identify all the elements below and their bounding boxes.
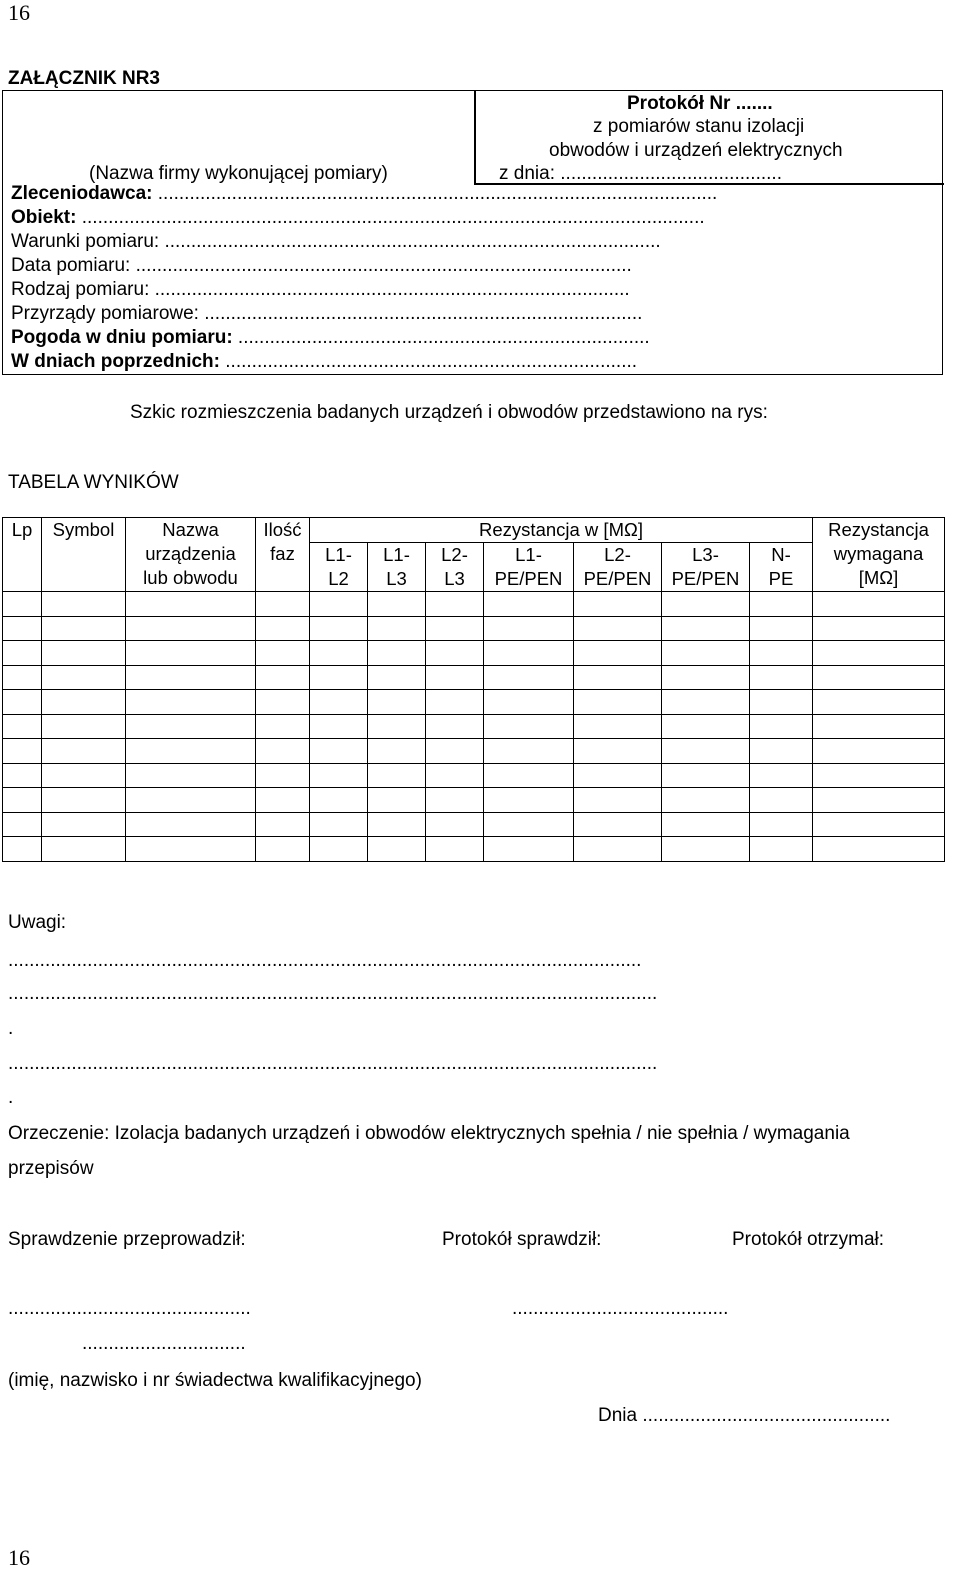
table-cell <box>368 665 426 690</box>
signature-dots-2: ......................................... <box>512 1298 729 1319</box>
table-row <box>3 690 945 715</box>
header-field-dots: ...................................................................................................................... <box>76 207 705 228</box>
table-cell <box>368 788 426 813</box>
header-field-label: Warunki pomiaru <box>11 231 154 252</box>
table-cell <box>426 714 484 739</box>
table-cell <box>42 592 126 617</box>
header-field-dots: ................................................................................... <box>198 303 643 324</box>
header-field-label: Data pomiaru: <box>11 255 131 276</box>
protocol-date: z dnia: .......................................... <box>499 163 782 184</box>
table-cell <box>42 616 126 641</box>
col-header-required-line: wymagana <box>833 543 924 564</box>
header-field <box>11 303 642 325</box>
table-cell <box>750 763 813 788</box>
table-cell <box>426 592 484 617</box>
table-cell <box>368 763 426 788</box>
header-field-label: Rodzaj pomiaru: <box>11 279 150 300</box>
table-cell <box>256 665 310 690</box>
col-header-resistance-line: L1- <box>515 544 542 566</box>
table-cell <box>126 788 256 813</box>
table-cell <box>42 812 126 837</box>
company-placeholder: (Nazwa firmy wykonującej pomiary) <box>89 163 388 184</box>
table-cell <box>662 837 750 862</box>
header-field-label: Obiekt: <box>11 207 77 228</box>
table-cell <box>662 641 750 666</box>
header-field-dots: .............................................................................. <box>232 327 650 348</box>
table-cell <box>126 690 256 715</box>
table-cell <box>126 812 256 837</box>
table-cell <box>813 788 945 813</box>
header-field <box>11 255 632 277</box>
attachment-title: ZAŁĄCZNIK NR3 <box>8 68 160 89</box>
table-cell <box>256 788 310 813</box>
table-cell <box>3 665 42 690</box>
table-cell <box>750 665 813 690</box>
col-header-name-line: Nazwa <box>162 519 219 540</box>
table-cell <box>574 690 662 715</box>
table-cell <box>574 714 662 739</box>
table-cell <box>310 788 368 813</box>
table-cell <box>750 837 813 862</box>
table-cell <box>310 837 368 862</box>
table-cell <box>813 690 945 715</box>
table-cell <box>42 714 126 739</box>
col-header-resistance <box>574 543 662 592</box>
table-cell <box>310 739 368 764</box>
table-cell <box>750 739 813 764</box>
table-cell <box>42 665 126 690</box>
table-cell <box>484 788 574 813</box>
signature-name-note: (imię, nazwisko i nr świadectwa kwalifikacyjnego) <box>8 1370 422 1391</box>
table-cell <box>126 837 256 862</box>
table-cell <box>484 616 574 641</box>
table-cell <box>368 714 426 739</box>
table-cell <box>256 837 310 862</box>
header-field-label: Zleceniodawca: <box>11 183 153 204</box>
page-number-bottom: 16 <box>8 1545 30 1570</box>
header-field-dots: : .............................................................................................. <box>153 231 661 252</box>
table-cell <box>484 837 574 862</box>
table-cell <box>256 714 310 739</box>
col-header-required <box>813 518 945 592</box>
col-header-resistance-line: N- <box>771 544 791 566</box>
col-header-resistance-line: L3 <box>444 568 465 590</box>
table-cell <box>426 739 484 764</box>
table-cell <box>813 739 945 764</box>
table-cell <box>42 837 126 862</box>
table-cell <box>368 837 426 862</box>
table-cell <box>3 812 42 837</box>
table-row <box>3 641 945 666</box>
table-cell <box>426 665 484 690</box>
remarks-label: Uwagi: <box>8 912 67 933</box>
col-header-resistance <box>750 543 813 592</box>
table-cell <box>3 739 42 764</box>
table-row <box>3 665 945 690</box>
table-cell <box>310 592 368 617</box>
table-cell <box>662 739 750 764</box>
table-cell <box>310 641 368 666</box>
col-header-resistance <box>484 543 574 592</box>
table-cell <box>813 616 945 641</box>
table-row <box>3 592 945 617</box>
remarks-line: . <box>8 1018 14 1039</box>
verdict-line1: Orzeczenie: Izolacja badanych urządzeń i obwodów elektrycznych spełnia / nie spełnia / wymagania <box>8 1123 850 1144</box>
table-cell <box>662 788 750 813</box>
table-cell <box>813 641 945 666</box>
remarks-line: . <box>8 1087 14 1108</box>
table-cell <box>368 690 426 715</box>
header-field-dots: .............................................................................................. <box>130 255 632 276</box>
table-cell <box>3 763 42 788</box>
table-cell <box>256 641 310 666</box>
table-cell <box>3 641 42 666</box>
protocol-subtitle-line2: obwodów i urządzeń elektrycznych <box>549 140 843 161</box>
sketch-note: Szkic rozmieszczenia badanych urządzeń i obwodów przedstawiono na rys: <box>130 402 768 423</box>
table-cell <box>484 690 574 715</box>
col-header-resistance-line: PE <box>768 568 794 590</box>
header-field <box>11 327 650 349</box>
table-cell <box>813 763 945 788</box>
col-header-resistance <box>662 543 750 592</box>
table-cell <box>310 690 368 715</box>
table-cell <box>426 763 484 788</box>
header-field <box>11 231 661 253</box>
col-header-resistance-line: PE/PEN <box>583 568 652 590</box>
table-cell <box>750 641 813 666</box>
table-cell <box>484 739 574 764</box>
resistance-group-label: Rezystancja w [MΩ] <box>479 519 643 540</box>
table-cell <box>3 788 42 813</box>
table-cell <box>256 616 310 641</box>
table-cell <box>662 592 750 617</box>
table-cell <box>126 641 256 666</box>
col-header-lp <box>3 518 42 592</box>
table-cell <box>126 763 256 788</box>
header-field-label: Pogoda w dniu pomiaru: <box>11 327 233 348</box>
table-cell <box>368 812 426 837</box>
table-cell <box>484 763 574 788</box>
signature-received-by: Protokół otrzymał: <box>732 1229 885 1250</box>
table-cell <box>42 788 126 813</box>
table-row <box>3 616 945 641</box>
protocol-title: Protokół Nr ....... <box>627 93 773 114</box>
table-cell <box>126 739 256 764</box>
table-cell <box>813 592 945 617</box>
table-cell <box>42 763 126 788</box>
header-field <box>11 183 717 205</box>
table-cell <box>426 690 484 715</box>
table-cell <box>574 739 662 764</box>
table-cell <box>574 641 662 666</box>
table-cell <box>426 837 484 862</box>
table-cell <box>126 665 256 690</box>
col-header-resistance-line: PE/PEN <box>494 568 563 590</box>
table-cell <box>368 641 426 666</box>
table-cell <box>750 788 813 813</box>
col-header-resistance-line: L2 <box>328 568 349 590</box>
table-cell <box>813 714 945 739</box>
table-row <box>3 788 945 813</box>
remarks-line: ........................................................................................................................... <box>8 1053 658 1074</box>
table-cell <box>3 714 42 739</box>
header-divider <box>474 91 476 184</box>
table-row <box>3 714 945 739</box>
table-cell <box>310 616 368 641</box>
table-cell <box>310 714 368 739</box>
table-cell <box>126 714 256 739</box>
table-cell <box>750 690 813 715</box>
table-cell <box>574 616 662 641</box>
results-title: TABELA WYNIKÓW <box>8 472 179 493</box>
header-field-dots: .............................................................................. <box>220 351 638 372</box>
table-row <box>3 739 945 764</box>
protocol-subtitle-line1: z pomiarów stanu izolacji <box>593 116 805 137</box>
table-cell <box>426 641 484 666</box>
remarks-line: ........................................................................................................................ <box>8 950 642 971</box>
table-cell <box>574 763 662 788</box>
table-cell <box>813 665 945 690</box>
table-cell <box>813 837 945 862</box>
col-header-required-line: Rezystancja <box>828 519 929 540</box>
table-cell <box>750 714 813 739</box>
col-header-resistance <box>426 543 484 592</box>
signature-verified-by: Protokół sprawdził: <box>442 1229 602 1250</box>
col-header-required-line: [MΩ] <box>858 567 899 588</box>
col-header-phases-line: Ilość <box>263 519 302 540</box>
table-cell <box>484 812 574 837</box>
table-cell <box>662 665 750 690</box>
table-cell <box>574 837 662 862</box>
signature-dots-1: .............................................. <box>8 1298 251 1319</box>
header-field <box>11 279 630 301</box>
table-cell <box>3 616 42 641</box>
table-cell <box>484 641 574 666</box>
header-field-dots: .......................................................................................................... <box>152 183 718 204</box>
col-header-resistance-group <box>310 518 813 543</box>
table-cell <box>662 616 750 641</box>
header-field <box>11 351 637 373</box>
verdict-line2: przepisów <box>8 1158 94 1179</box>
table-cell <box>484 665 574 690</box>
results-table <box>2 517 945 862</box>
col-header-lp-label: Lp <box>11 519 33 540</box>
col-header-symbol <box>42 518 126 592</box>
table-cell <box>310 812 368 837</box>
table-cell <box>42 739 126 764</box>
table-cell <box>574 788 662 813</box>
table-cell <box>3 690 42 715</box>
header-field-dots: .......................................................................................... <box>149 279 630 300</box>
table-cell <box>126 592 256 617</box>
col-header-resistance <box>310 543 368 592</box>
col-header-name-line: urządzenia <box>145 543 236 564</box>
col-header-resistance-line: PE/PEN <box>671 568 740 590</box>
header-box <box>2 90 943 375</box>
table-cell <box>574 812 662 837</box>
table-cell <box>3 837 42 862</box>
table-cell <box>3 592 42 617</box>
signature-checked-by: Sprawdzenie przeprowadził: <box>8 1229 246 1250</box>
col-header-resistance-line: L3 <box>386 568 407 590</box>
table-cell <box>813 812 945 837</box>
table-cell <box>256 812 310 837</box>
table-row <box>3 763 945 788</box>
table-cell <box>368 739 426 764</box>
remarks-line: ........................................................................................................................... <box>8 983 658 1004</box>
table-cell <box>662 714 750 739</box>
table-cell <box>662 812 750 837</box>
col-header-resistance-line: L2- <box>604 544 631 566</box>
table-row <box>3 837 945 862</box>
table-cell <box>484 714 574 739</box>
col-header-resistance <box>368 543 426 592</box>
table-cell <box>368 592 426 617</box>
table-cell <box>310 665 368 690</box>
table-cell <box>750 592 813 617</box>
signature-dots-3: ............................... <box>82 1333 246 1354</box>
table-cell <box>426 788 484 813</box>
date-line: Dnia ............................................... <box>598 1405 891 1426</box>
table-cell <box>42 641 126 666</box>
col-header-name-line: lub obwodu <box>143 567 238 588</box>
header-field-label: Przyrządy pomiarowe: <box>11 303 199 324</box>
table-cell <box>574 592 662 617</box>
table-row <box>3 812 945 837</box>
col-header-resistance-line: L2- <box>441 544 468 566</box>
table-cell <box>426 812 484 837</box>
table-cell <box>662 763 750 788</box>
table-cell <box>256 763 310 788</box>
table-cell <box>574 665 662 690</box>
col-header-resistance-line: L1- <box>325 544 352 566</box>
table-cell <box>750 812 813 837</box>
col-header-resistance-line: L1- <box>383 544 410 566</box>
header-field-label: W dniach poprzednich: <box>11 351 220 372</box>
header-field <box>11 207 705 229</box>
col-header-resistance-line: L3- <box>692 544 719 566</box>
col-header-phases <box>256 518 310 592</box>
table-cell <box>662 690 750 715</box>
page-number-top: 16 <box>8 0 30 25</box>
table-cell <box>126 616 256 641</box>
table-cell <box>256 739 310 764</box>
table-cell <box>256 592 310 617</box>
col-header-symbol-label: Symbol <box>52 519 115 540</box>
col-header-phases-line: faz <box>270 543 295 564</box>
table-cell <box>750 616 813 641</box>
table-cell <box>256 690 310 715</box>
col-header-name <box>126 518 256 592</box>
table-cell <box>484 592 574 617</box>
table-cell <box>368 616 426 641</box>
table-cell <box>310 763 368 788</box>
table-cell <box>426 616 484 641</box>
table-cell <box>42 690 126 715</box>
